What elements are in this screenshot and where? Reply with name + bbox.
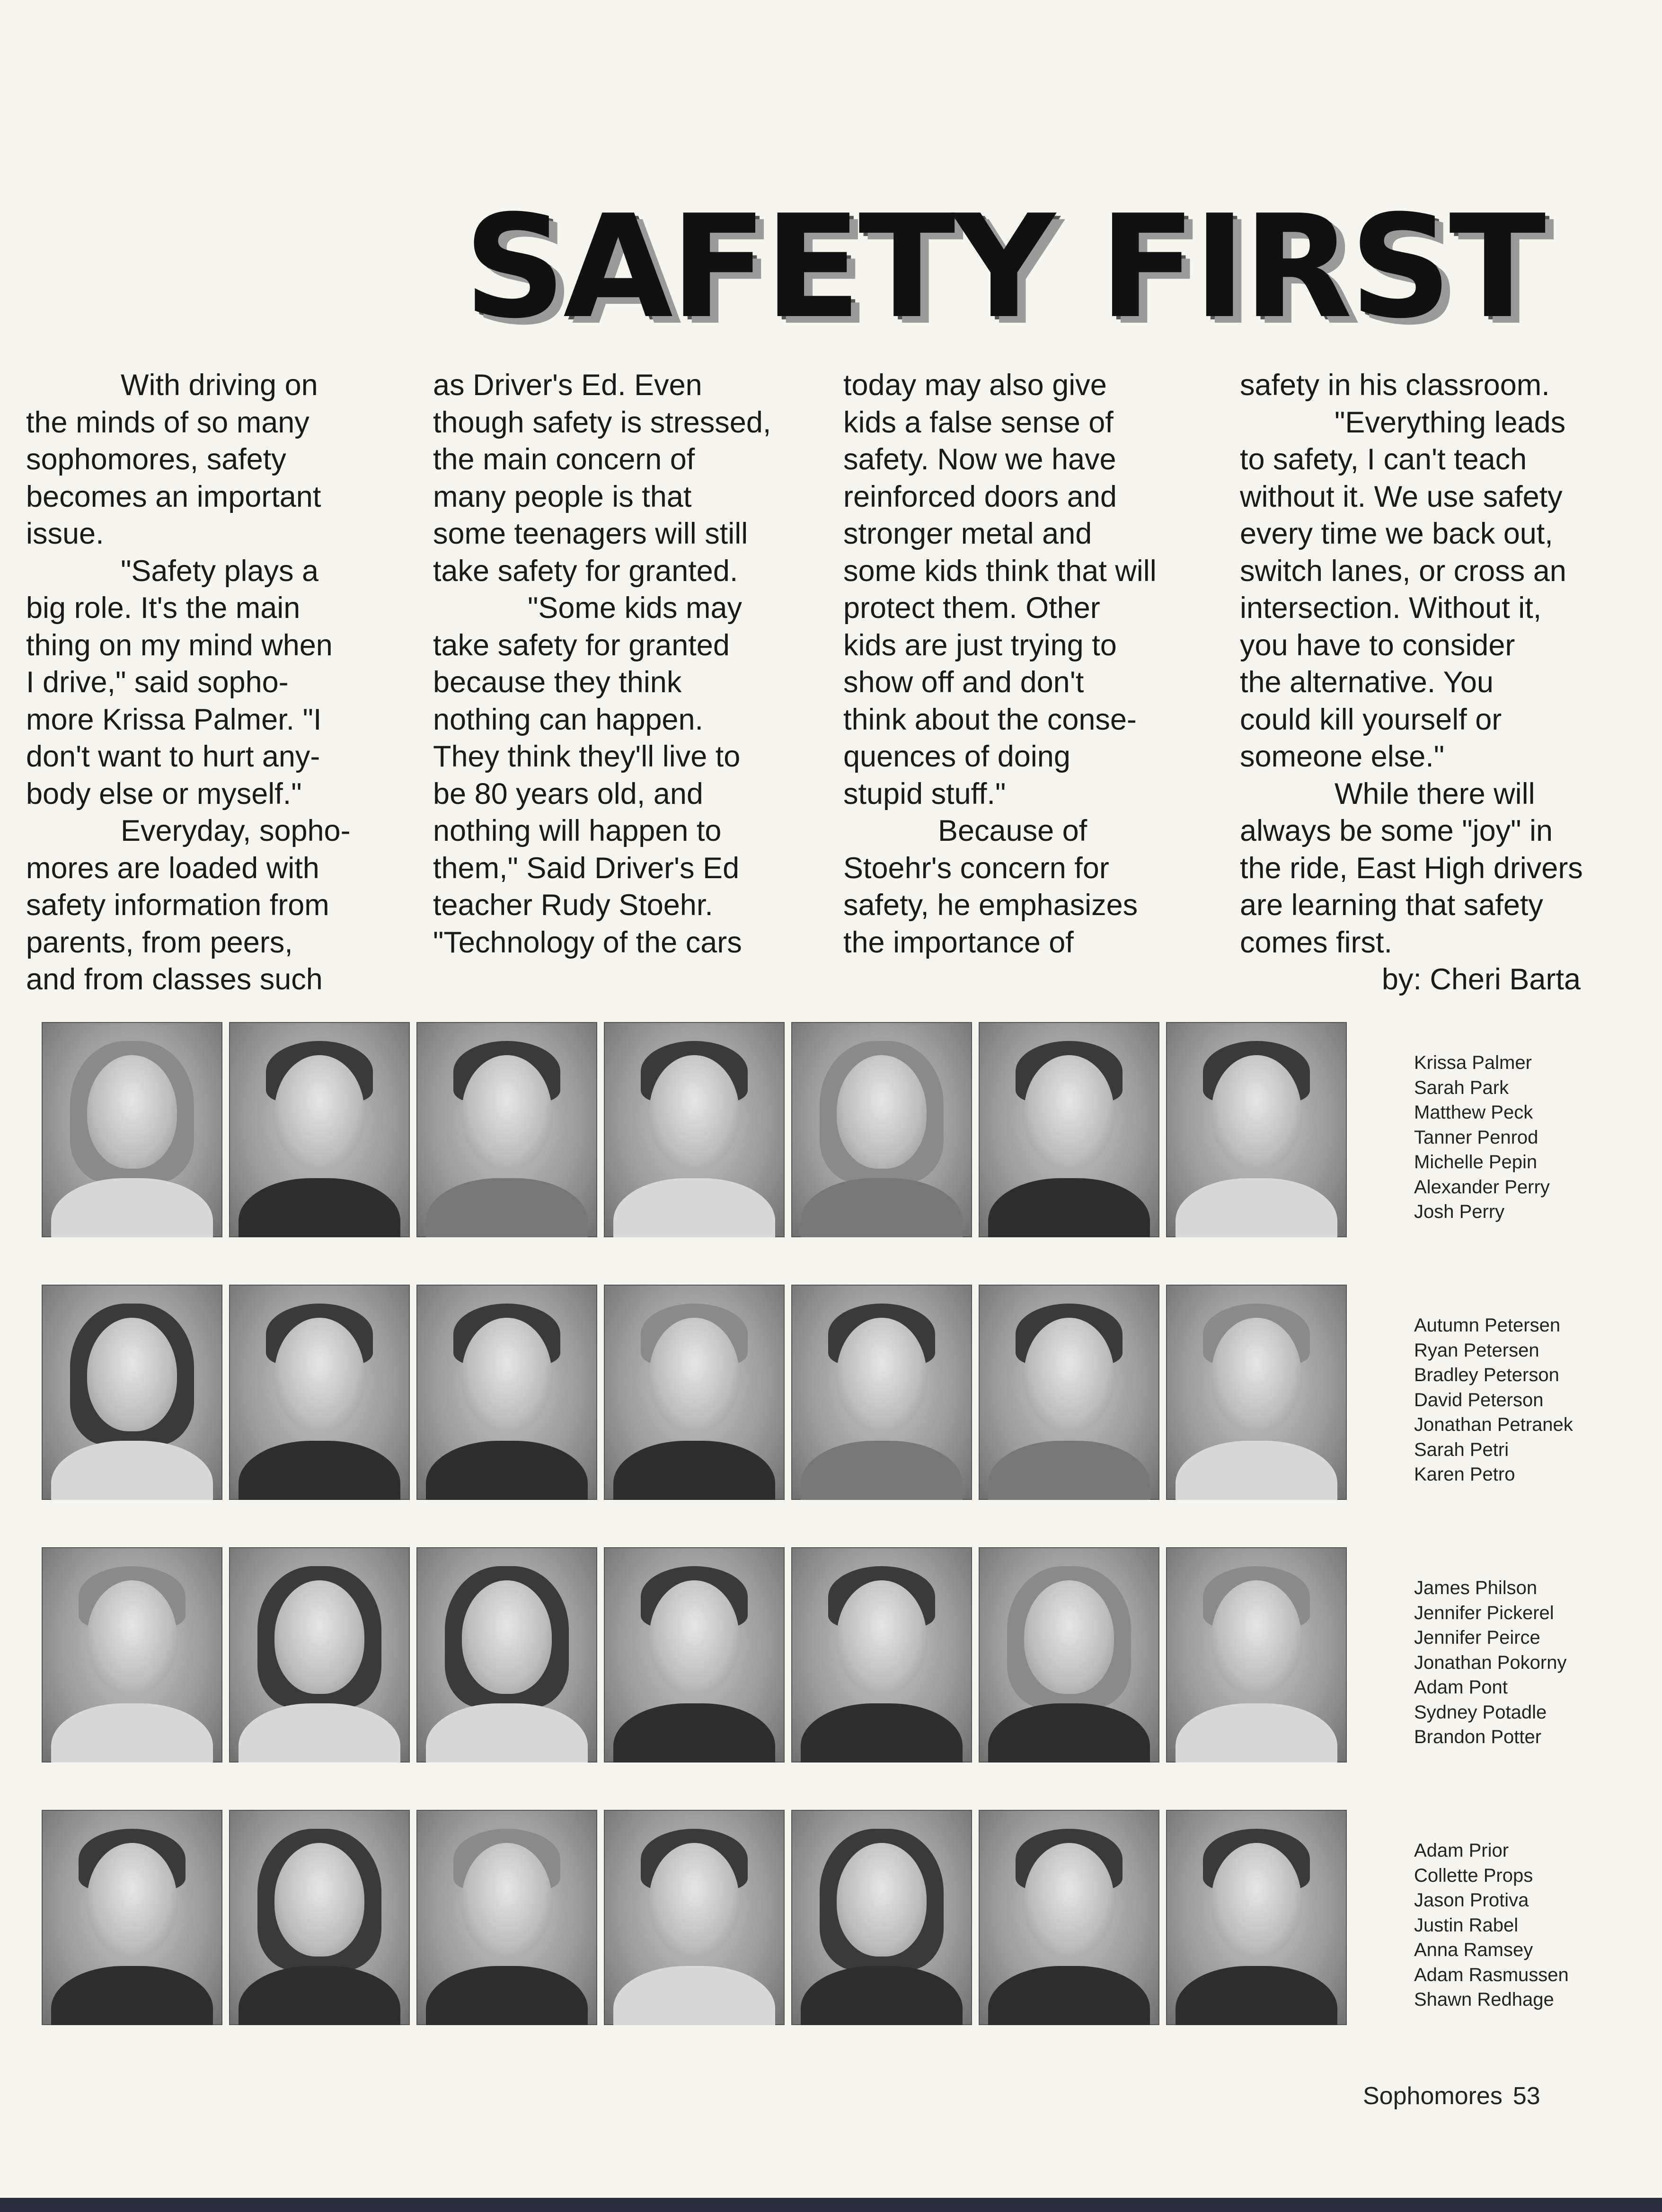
student-name: Justin Rabel: [1414, 1914, 1519, 1936]
article-line: "Safety plays a: [121, 554, 319, 588]
student-name: Tanner Penrod: [1414, 1127, 1538, 1148]
article-line: While there will: [1335, 777, 1535, 811]
article-body: [26, 367, 1635, 1015]
portrait-photo: [604, 1810, 785, 2025]
page-number: 53: [1512, 2082, 1540, 2110]
student-name: Collette Props: [1414, 1865, 1533, 1886]
name-list: [1414, 1313, 1660, 1487]
article-line: intersection. Without it,: [1240, 591, 1542, 625]
page-title: SAFETY FIRST: [464, 185, 1543, 350]
student-name: Shawn Redhage: [1414, 1989, 1554, 2010]
article-line: safety information from: [26, 889, 329, 922]
portrait-photo: [1166, 1810, 1347, 2025]
article-column-1: [26, 367, 395, 998]
portrait-photo: [416, 1022, 597, 1237]
article-line: could kill yourself or: [1240, 703, 1502, 736]
article-line: Everyday, sopho-: [121, 814, 351, 847]
student-name: Adam Pont: [1414, 1677, 1508, 1698]
portrait-photo: [604, 1285, 785, 1500]
student-name: Adam Rasmussen: [1414, 1964, 1569, 1985]
article-column-2: [433, 367, 802, 961]
article-line: many people is that: [433, 480, 692, 513]
article-line: safety in his classroom.: [1240, 369, 1550, 402]
article-line: take safety for granted: [433, 628, 730, 662]
article-line: kids a false sense of: [843, 405, 1114, 439]
article-line: quences of doing: [843, 740, 1070, 773]
student-name: Josh Perry: [1414, 1201, 1505, 1222]
article-line: as Driver's Ed. Even: [433, 369, 702, 402]
page-footer: [1363, 2082, 1540, 2110]
student-name: Brandon Potter: [1414, 1727, 1542, 1747]
portrait-photo: [42, 1022, 222, 1237]
article-line: reinforced doors and: [843, 480, 1117, 513]
student-name: Karen Petro: [1414, 1464, 1515, 1485]
article-line: some kids think that will: [843, 554, 1157, 588]
portrait-photo: [791, 1547, 972, 1763]
portrait-photo: [42, 1285, 222, 1500]
portrait-photo: [229, 1547, 410, 1763]
article-line: mores are loaded with: [26, 851, 319, 885]
article-line: are learning that safety: [1240, 889, 1543, 922]
article-line: comes first.: [1240, 925, 1393, 959]
portrait-photo: [416, 1810, 597, 2025]
student-name: Sarah Park: [1414, 1077, 1509, 1098]
portrait-photo: [1166, 1285, 1347, 1500]
article-line: stronger metal and: [843, 517, 1092, 550]
portrait-photo: [791, 1022, 972, 1237]
article-line: body else or myself.": [26, 777, 302, 811]
student-name: Michelle Pepin: [1414, 1152, 1538, 1172]
article-line: without it. We use safety: [1240, 480, 1563, 513]
article-line: them," Said Driver's Ed: [433, 851, 740, 885]
article-line: the ride, East High drivers: [1240, 851, 1583, 885]
portrait-photo: [416, 1285, 597, 1500]
article-line: stupid stuff.": [843, 777, 1006, 811]
article-line: more Krissa Palmer. "I: [26, 703, 322, 736]
article-line: parents, from peers,: [26, 925, 293, 959]
byline: by: Cheri Barta: [1381, 963, 1581, 996]
article-line: show off and don't: [843, 666, 1084, 699]
article-line: the importance of: [843, 925, 1074, 959]
section-label: Sophomores: [1363, 2082, 1503, 2110]
portrait-photo: [229, 1285, 410, 1500]
article-line: don't want to hurt any-: [26, 740, 320, 773]
article-line: safety. Now we have: [843, 443, 1116, 476]
article-line: big role. It's the main: [26, 591, 301, 625]
student-name: Bradley Peterson: [1414, 1365, 1559, 1385]
portrait-photo: [42, 1547, 222, 1763]
student-name: Jason Protiva: [1414, 1890, 1529, 1911]
article-line: every time we back out,: [1240, 517, 1553, 550]
name-list: [1414, 1838, 1660, 2012]
student-name: Sydney Potadle: [1414, 1701, 1547, 1723]
article-line: to safety, I can't teach: [1240, 443, 1527, 476]
article-column-3: [843, 367, 1212, 961]
article-line: protect them. Other: [843, 591, 1100, 625]
article-line: nothing will happen to: [433, 814, 722, 847]
portrait-photo: [416, 1547, 597, 1763]
portrait-photo: [1166, 1022, 1347, 1237]
portrait-row: [42, 1810, 1651, 2025]
article-line: With driving on: [121, 369, 318, 402]
student-name: Anna Ramsey: [1414, 1939, 1533, 1960]
portrait-row: [42, 1022, 1651, 1237]
article-line: because they think: [433, 666, 682, 699]
student-name: James Philson: [1414, 1577, 1538, 1598]
article-line: sophomores, safety: [26, 443, 286, 476]
student-name: Alexander Perry: [1414, 1176, 1550, 1198]
student-name: Ryan Petersen: [1414, 1340, 1539, 1361]
article-line: someone else.": [1240, 740, 1445, 773]
student-name: Matthew Peck: [1414, 1102, 1533, 1123]
article-line: the main concern of: [433, 443, 695, 476]
article-line: "Some kids may: [528, 591, 742, 625]
article-line: think about the conse-: [843, 703, 1137, 736]
portrait-photo: [979, 1285, 1159, 1500]
article-line: and from classes such: [26, 963, 323, 996]
student-name: Jennifer Pickerel: [1414, 1602, 1554, 1623]
student-name: David Peterson: [1414, 1389, 1544, 1410]
article-line: some teenagers will still: [433, 517, 748, 550]
article-column-4: [1240, 367, 1609, 998]
student-name: Sarah Petri: [1414, 1439, 1509, 1460]
article-line: teacher Rudy Stoehr.: [433, 889, 713, 922]
article-line: Because of: [938, 814, 1087, 847]
student-name: Adam Prior: [1414, 1840, 1509, 1861]
article-line: you have to consider: [1240, 628, 1515, 662]
portrait-photo: [42, 1810, 222, 2025]
student-name: Jonathan Pokorny: [1414, 1652, 1567, 1673]
portrait-photo: [604, 1022, 785, 1237]
portrait-row: [42, 1285, 1651, 1500]
article-line: be 80 years old, and: [433, 777, 703, 811]
portrait-photo: [791, 1285, 972, 1500]
article-line: take safety for granted.: [433, 554, 738, 588]
student-name: Jennifer Peirce: [1414, 1627, 1540, 1648]
student-name: Autumn Petersen: [1414, 1315, 1561, 1336]
portrait-photo: [229, 1022, 410, 1237]
portrait-photo: [604, 1547, 785, 1763]
article-line: Stoehr's concern for: [843, 851, 1109, 885]
article-line: "Technology of the cars: [433, 925, 742, 959]
portrait-photo: [791, 1810, 972, 2025]
scan-edge: [0, 2198, 1662, 2212]
article-line: becomes an important: [26, 480, 321, 513]
article-line: They think they'll live to: [433, 740, 741, 773]
article-line: the minds of so many: [26, 405, 309, 439]
article-line: kids are just trying to: [843, 628, 1117, 662]
student-name: Jonathan Petranek: [1414, 1414, 1573, 1435]
portrait-photo: [979, 1547, 1159, 1763]
portrait-photo: [229, 1810, 410, 2025]
name-list: [1414, 1050, 1660, 1225]
article-line: I drive," said sopho-: [26, 666, 289, 699]
portrait-photo: [979, 1810, 1159, 2025]
article-line: "Everything leads: [1335, 405, 1566, 439]
student-name: Krissa Palmer: [1414, 1052, 1532, 1073]
portrait-photo: [1166, 1547, 1347, 1763]
article-line: today may also give: [843, 369, 1107, 402]
article-line: thing on my mind when: [26, 628, 333, 662]
article-line: nothing can happen.: [433, 703, 703, 736]
name-list: [1414, 1576, 1660, 1750]
article-line: always be some "joy" in: [1240, 814, 1553, 847]
portrait-row: [42, 1547, 1651, 1763]
article-line: though safety is stressed,: [433, 405, 771, 439]
article-line: issue.: [26, 517, 104, 550]
portrait-photo: [979, 1022, 1159, 1237]
article-line: the alternative. You: [1240, 666, 1494, 699]
article-line: switch lanes, or cross an: [1240, 554, 1566, 588]
article-line: safety, he emphasizes: [843, 889, 1138, 922]
